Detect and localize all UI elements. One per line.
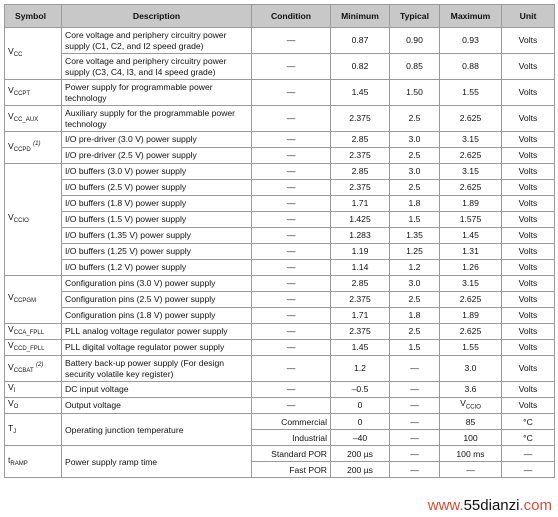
symbol-cell: $V_I$ [5,382,62,398]
condition-cell: — [252,54,331,80]
typical-cell: 2.5 [390,292,440,308]
electrical-specs-table [4,4,555,478]
description-cell: Operating junction temperature [62,414,252,446]
maximum-cell: 3.15 [440,164,502,180]
minimum-cell: –40 [331,430,390,446]
minimum-cell: 2.375 [331,180,390,196]
table-row [5,398,555,414]
maximum-cell: 1.26 [440,260,502,276]
condition-cell: — [252,28,331,54]
symbol-cell: $t_{RAMP}$ [5,446,62,478]
table-row [5,106,555,132]
table-row [5,308,555,324]
description-cell: I/O buffers (3.0 V) power supply [62,164,252,180]
unit-cell: Volts [502,106,555,132]
table-row [5,148,555,164]
condition-cell: Commercial [252,414,331,430]
typical-cell: 2.5 [390,148,440,164]
table-row [5,324,555,340]
header-typical: Typical [390,5,440,28]
table-row [5,164,555,180]
unit-cell: Volts [502,398,555,414]
minimum-cell: 1.45 [331,340,390,356]
header-symbol: Symbol [5,5,62,28]
unit-cell: Volts [502,324,555,340]
table-row [5,212,555,228]
minimum-cell: 0.87 [331,28,390,54]
minimum-cell: 200 µs [331,462,390,478]
minimum-cell: 2.375 [331,292,390,308]
maximum-cell: 1.55 [440,80,502,106]
table-row [5,276,555,292]
condition-cell: — [252,260,331,276]
minimum-cell: 1.14 [331,260,390,276]
maximum-cell: 2.625 [440,292,502,308]
typical-cell: — [390,446,440,462]
table-row [5,228,555,244]
condition-cell: — [252,398,331,414]
unit-cell: °C [502,414,555,430]
description-cell: Output voltage [62,398,252,414]
maximum-cell: 1.31 [440,244,502,260]
minimum-cell: 1.19 [331,244,390,260]
unit-cell: Volts [502,244,555,260]
minimum-cell: 1.71 [331,196,390,212]
unit-cell: — [502,446,555,462]
table-row [5,132,555,148]
condition-cell: — [252,356,331,382]
maximum-cell: 100 [440,430,502,446]
table-row [5,196,555,212]
typical-cell: 1.2 [390,260,440,276]
unit-cell: Volts [502,54,555,80]
table-row [5,356,555,382]
typical-cell: — [390,414,440,430]
maximum-cell: 0.88 [440,54,502,80]
unit-cell: Volts [502,148,555,164]
condition-cell: — [252,292,331,308]
minimum-cell: 2.375 [331,106,390,132]
condition-cell: — [252,276,331,292]
maximum-cell: $V_{CCIO}$ [440,398,502,414]
typical-cell: 1.5 [390,212,440,228]
unit-cell: Volts [502,292,555,308]
typical-cell: 2.5 [390,180,440,196]
minimum-cell: 0.82 [331,54,390,80]
description-cell: I/O buffers (1.25 V) power supply [62,244,252,260]
unit-cell: — [502,462,555,478]
table-row [5,244,555,260]
symbol-cell: $V_{CC}$ [5,28,62,80]
condition-cell: — [252,340,331,356]
footnote-marker: (2) [36,362,44,369]
symbol-cell: $V_{CCD\_FPLL}$ [5,340,62,356]
table-row [5,292,555,308]
unit-cell: Volts [502,212,555,228]
watermark: www.55dianzi.com [427,497,552,514]
description-cell: I/O buffers (2.5 V) power supply [62,180,252,196]
typical-cell: — [390,356,440,382]
maximum-cell: 2.625 [440,106,502,132]
description-cell: DC input voltage [62,382,252,398]
typical-cell: — [390,462,440,478]
footnote-marker: (1) [33,141,41,148]
header-row [5,5,555,28]
unit-cell: Volts [502,276,555,292]
condition-cell: — [252,308,331,324]
condition-cell: — [252,196,331,212]
description-cell: Core voltage and periphery circuitry power supply (C3, C4, I3, and I4 speed grade) [62,54,252,80]
condition-cell: — [252,382,331,398]
table-row [5,414,555,430]
maximum-cell: 2.625 [440,180,502,196]
unit-cell: Volts [502,308,555,324]
condition-cell: — [252,164,331,180]
typical-cell: 1.25 [390,244,440,260]
unit-cell: Volts [502,356,555,382]
typical-cell: 3.0 [390,276,440,292]
unit-cell: Volts [502,228,555,244]
maximum-cell: 3.0 [440,356,502,382]
maximum-cell: 3.6 [440,382,502,398]
condition-cell: Industrial [252,430,331,446]
table-row [5,180,555,196]
typical-cell: 3.0 [390,132,440,148]
table-row [5,446,555,462]
minimum-cell: 200 µs [331,446,390,462]
unit-cell: Volts [502,340,555,356]
typical-cell: — [390,430,440,446]
description-cell: Battery back-up power supply (For design security volatile key register) [62,356,252,382]
unit-cell: Volts [502,196,555,212]
condition-cell: — [252,228,331,244]
condition-cell: — [252,212,331,228]
typical-cell: 0.85 [390,54,440,80]
typical-cell: 1.8 [390,196,440,212]
description-cell: Power supply ramp time [62,446,252,478]
symbol-cell: $T_J$ [5,414,62,446]
typical-cell: — [390,382,440,398]
maximum-cell: 3.15 [440,132,502,148]
typical-cell: 0.90 [390,28,440,54]
header-unit: Unit [502,5,555,28]
maximum-cell: 1.89 [440,196,502,212]
condition-cell: — [252,132,331,148]
description-cell: PLL digital voltage regulator power supply [62,340,252,356]
minimum-cell: 2.85 [331,132,390,148]
condition-cell: — [252,244,331,260]
table-row [5,260,555,276]
symbol-cell: $V_O$ [5,398,62,414]
minimum-cell: 2.375 [331,324,390,340]
maximum-cell: 85 [440,414,502,430]
unit-cell: Volts [502,132,555,148]
maximum-cell: 100 ms [440,446,502,462]
description-cell: Power supply for programmable power technology [62,80,252,106]
typical-cell: 1.5 [390,340,440,356]
symbol-cell: $V_{CC\_AUX}$ [5,106,62,132]
description-cell: PLL analog voltage regulator power supply [62,324,252,340]
condition-cell: — [252,180,331,196]
minimum-cell: 2.375 [331,148,390,164]
condition-cell: — [252,80,331,106]
unit-cell: Volts [502,164,555,180]
table-row [5,80,555,106]
maximum-cell: 1.89 [440,308,502,324]
table-row [5,28,555,54]
description-cell: I/O pre-driver (3.0 V) power supply [62,132,252,148]
condition-cell: Fast POR [252,462,331,478]
typical-cell: 3.0 [390,164,440,180]
maximum-cell: 2.625 [440,324,502,340]
minimum-cell: 1.45 [331,80,390,106]
table-row [5,382,555,398]
condition-cell: — [252,324,331,340]
minimum-cell: 1.425 [331,212,390,228]
typical-cell: 2.5 [390,106,440,132]
table-row [5,54,555,80]
description-cell: I/O buffers (1.5 V) power supply [62,212,252,228]
table-row [5,340,555,356]
table-body [5,28,555,478]
description-cell: Auxiliary supply for the programmable power technology [62,106,252,132]
maximum-cell: 1.45 [440,228,502,244]
description-cell: Core voltage and periphery circuitry power supply (C1, C2, and I2 speed grade) [62,28,252,54]
minimum-cell: 1.2 [331,356,390,382]
maximum-cell: 1.55 [440,340,502,356]
minimum-cell: 0 [331,414,390,430]
minimum-cell: 1.71 [331,308,390,324]
condition-cell: — [252,106,331,132]
unit-cell: Volts [502,260,555,276]
description-cell: I/O buffers (1.8 V) power supply [62,196,252,212]
description-cell: I/O pre-driver (2.5 V) power supply [62,148,252,164]
maximum-cell: 2.625 [440,148,502,164]
maximum-cell: 3.15 [440,276,502,292]
description-cell: Configuration pins (3.0 V) power supply [62,276,252,292]
typical-cell: — [390,398,440,414]
maximum-cell: 0.93 [440,28,502,54]
header-minimum: Minimum [331,5,390,28]
symbol-cell: $V_{CCPGM}$ [5,276,62,324]
symbol-cell: $V_{CCPD}$ $^{(1)}$ [5,132,62,164]
description-cell: I/O buffers (1.2 V) power supply [62,260,252,276]
condition-cell: Standard POR [252,446,331,462]
header-description: Description [62,5,252,28]
symbol-cell: $V_{CCBAT}$ $^{(2)}$ [5,356,62,382]
minimum-cell: 0 [331,398,390,414]
condition-cell: — [252,148,331,164]
typical-cell: 1.35 [390,228,440,244]
symbol-cell: $V_{CCIO}$ [5,164,62,276]
header-condition: Condition [252,5,331,28]
maximum-cell: — [440,462,502,478]
description-cell: Configuration pins (2.5 V) power supply [62,292,252,308]
maximum-cell: 1.575 [440,212,502,228]
unit-cell: Volts [502,180,555,196]
minimum-cell: 1.283 [331,228,390,244]
minimum-cell: 2.85 [331,276,390,292]
unit-cell: Volts [502,80,555,106]
typical-cell: 2.5 [390,324,440,340]
typical-cell: 1.8 [390,308,440,324]
unit-cell: °C [502,430,555,446]
unit-cell: Volts [502,28,555,54]
typical-cell: 1.50 [390,80,440,106]
symbol-cell: $V_{CCA\_FPLL}$ [5,324,62,340]
header-maximum: Maximum [440,5,502,28]
unit-cell: Volts [502,382,555,398]
description-cell: Configuration pins (1.8 V) power supply [62,308,252,324]
minimum-cell: –0.5 [331,382,390,398]
symbol-cell: $V_{CCPT}$ [5,80,62,106]
description-cell: I/O buffers (1.35 V) power supply [62,228,252,244]
minimum-cell: 2.85 [331,164,390,180]
